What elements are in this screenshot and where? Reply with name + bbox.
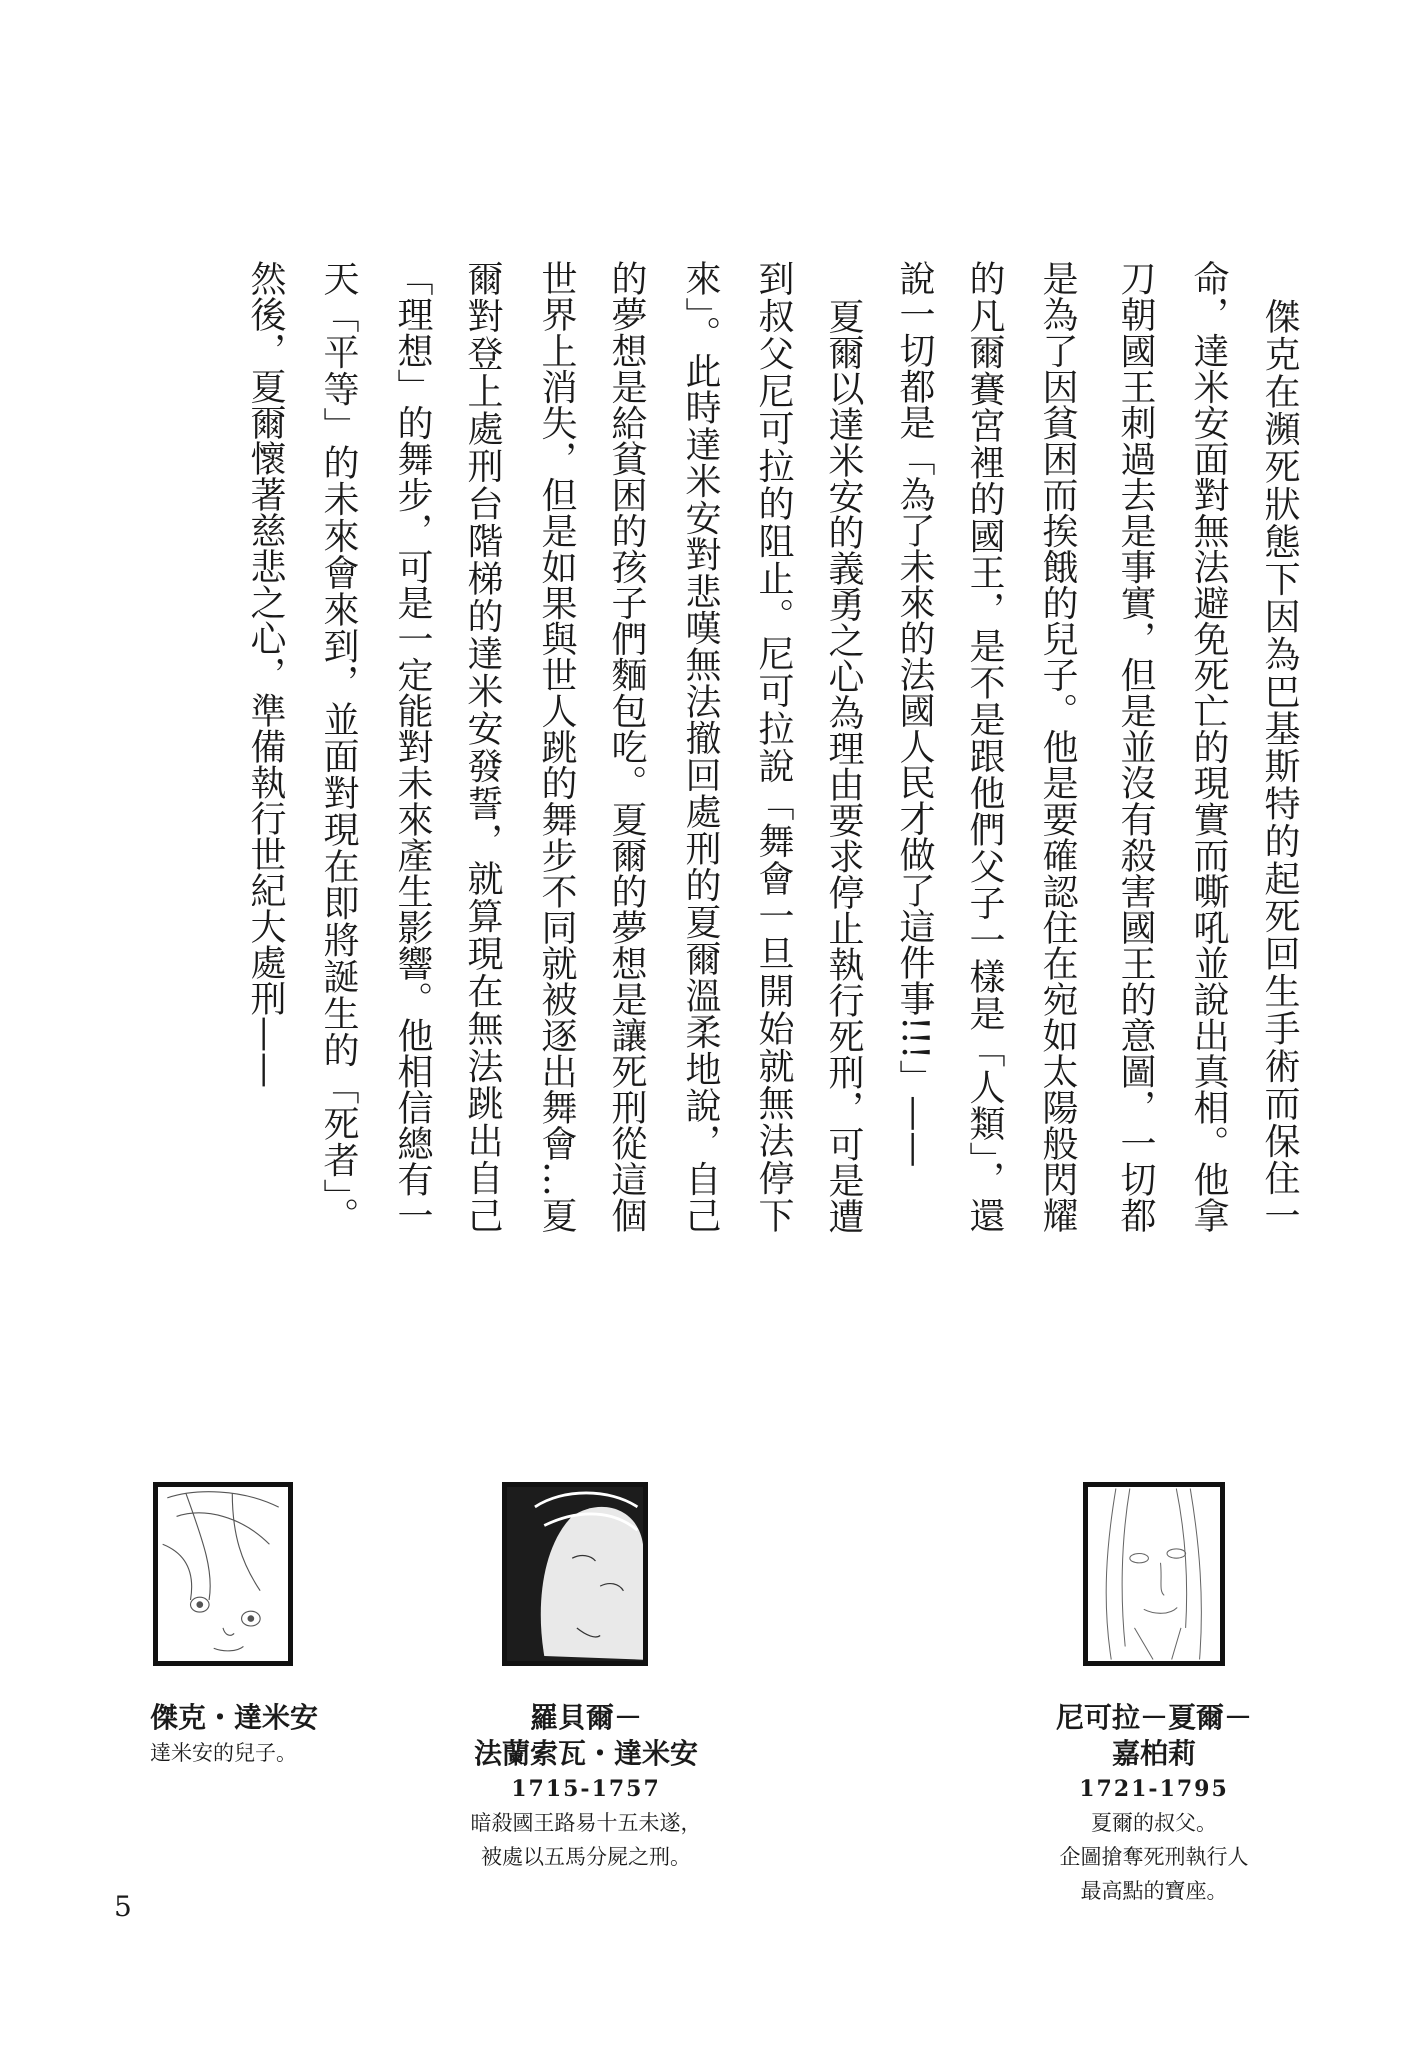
character-description: 企圖搶奪死刑執行人 — [1059, 1845, 1249, 1869]
caption-robert-francois-damiens — [436, 1700, 736, 1874]
character-name: 尼可拉－夏爾－ — [1055, 1701, 1252, 1734]
character-years: 1721-1795 — [1079, 1776, 1229, 1802]
text-column: 來」。此時達米安對悲嘆無法撤回處刑的夏爾溫柔地說，自己 — [680, 260, 721, 1233]
character-years: 1715-1757 — [511, 1776, 661, 1802]
text-column: 爾對登上處刑台階梯的達米安發誓，就算現在無法跳出自己 — [462, 260, 503, 1233]
character-name: 羅貝爾－ — [529, 1701, 642, 1734]
character-description: 最高點的寶座。 — [1080, 1879, 1228, 1903]
caption-jacques-damiens — [150, 1700, 318, 1770]
text-column: 的凡爾賽宮裡的國王，是不是跟他們父子一樣是「人類」，還 — [964, 260, 1005, 1233]
character-name: 傑克・達米安 — [150, 1701, 319, 1734]
caption-nicolas-charles-gabriel — [1004, 1700, 1304, 1908]
text-column: 天「平等」的未來會來到，並面對現在即將誕生的「死者」。 — [318, 260, 359, 1233]
text-column: 說一切都是「為了未來的法國人民才做了這件事!!!」—— — [894, 260, 935, 1168]
text-column: 到叔父尼可拉的阻止。尼可拉說「舞會一旦開始就無法停下 — [753, 260, 794, 1233]
text-column: 命，達米安面對無法避免死亡的現實而嘶吼並說出真相。他拿 — [1188, 260, 1229, 1233]
portrait-robert-francois-damiens — [502, 1482, 648, 1666]
character-description: 達米安的兒子。 — [150, 1741, 297, 1765]
text-column: 的夢想是給貧困的孩子們麵包吃。夏爾的夢想是讓死刑從這個 — [606, 260, 647, 1233]
text-column: 然後，夏爾懷著慈悲之心，準備執行世紀大處刑—— — [245, 260, 286, 1088]
character-description: 被處以五馬分屍之刑。 — [481, 1845, 691, 1869]
portrait-nicolas-charles-gabriel — [1083, 1482, 1225, 1666]
portrait-jacques-damiens — [153, 1482, 293, 1666]
character-name: 嘉柏莉 — [1111, 1737, 1196, 1770]
text-column: 世界上消失，但是如果與世人跳的舞步不同就被逐出舞會…夏 — [536, 260, 577, 1233]
text-column: 夏爾以達米安的義勇之心為理由要求停止執行死刑，可是遭 — [823, 298, 864, 1234]
character-description: 夏爾的叔父。 — [1091, 1811, 1217, 1835]
text-column: 傑克在瀕死狀態下因為巴基斯特的起死回生手術而保住一 — [1259, 298, 1300, 1233]
page-number: 5 — [114, 1890, 132, 1923]
text-column: 「理想」的舞步，可是一定能對未來產生影響。他相信總有一 — [392, 260, 433, 1233]
character-name: 法蘭索瓦・達米安 — [473, 1737, 698, 1770]
text-column: 刀朝國王刺過去是事實，但是並沒有殺害國王的意圖，一切都 — [1115, 260, 1156, 1233]
character-description: 暗殺國王路易十五未遂， — [470, 1811, 702, 1835]
text-column: 是為了因貧困而挨餓的兒子。他是要確認住在宛如太陽般閃耀 — [1037, 260, 1078, 1233]
